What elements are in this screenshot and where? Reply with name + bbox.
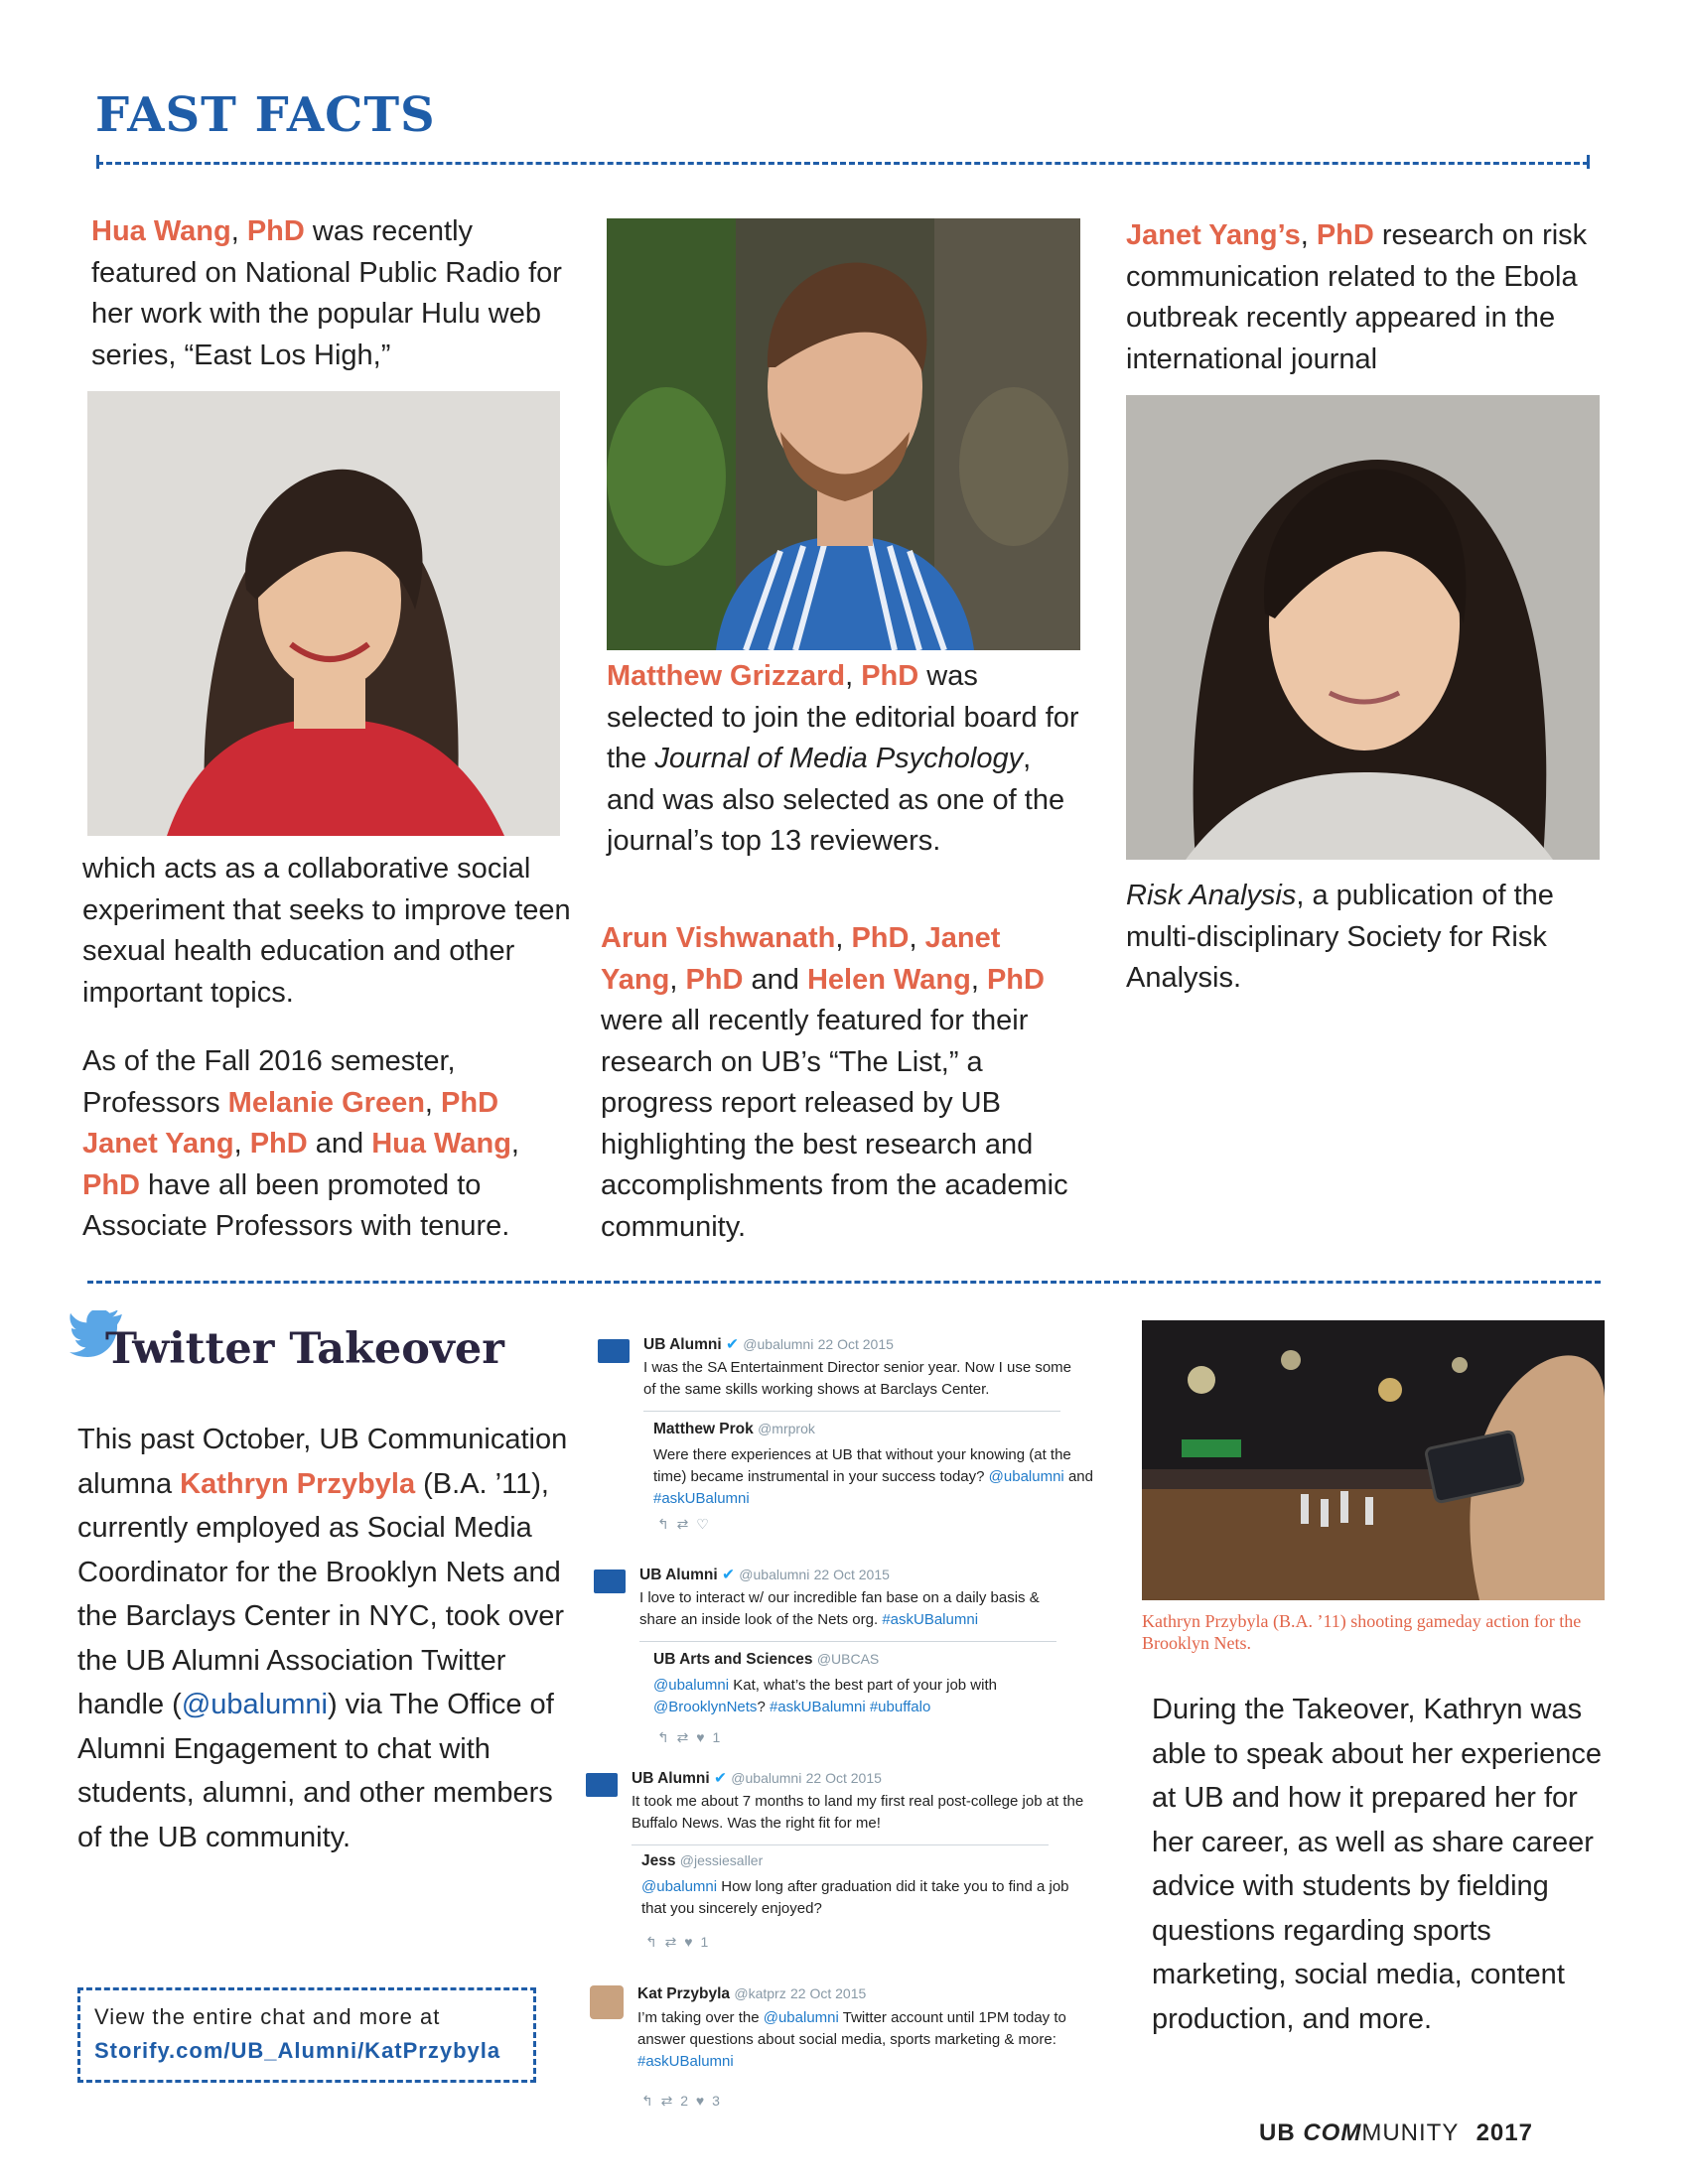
name-arun-vishwanath: Arun Vishwanath [601,922,836,954]
ub-alumni-avatar-icon [598,1339,630,1363]
footer-brand: UB COMMUNITY 2017 [1259,2119,1533,2146]
kat-avatar [590,1985,624,2019]
the-list-paragraph: Arun Vishwanath, PhD, Janet Yang, PhD and Helen Wang, PhD were all recently featured for their research on UB’s “The List,” a progress report released by UB highlighting the best research and accomplishments from the academic community. [601,922,1068,1243]
risk-analysis-paragraph: Risk Analysis, a publication of the multi-disciplinary Society for Risk Analysis. [1126,880,1554,994]
photo-janet-yang [1126,395,1600,860]
tweet-divider [639,1641,1056,1642]
tweet-text: I love to interact w/ our incredible fan base on a daily basis & share an inside look of the Nets org. #askUBalumni [639,1589,1040,1628]
header-divider-cap-right [1587,155,1590,169]
journal-risk-analysis: Risk Analysis [1126,880,1297,911]
tweet-divider [643,1411,1060,1412]
degree-phd: PhD [246,215,305,247]
reply-text: @ubalumni How long after graduation did it take you to find a job that you sincerely enjoyed? [641,1878,1069,1917]
tweet-text: I was the SA Entertainment Director senior year. Now I use some of the same skills working shows at Barclays Center. [643,1359,1072,1398]
ub-alumni-avatar-icon [586,1773,618,1797]
tweet-actions[interactable]: ↰ ⇄ 2 ♥ 3 [641,2093,722,2109]
photo-matthew-grizzard [607,218,1080,650]
tweet-actions[interactable]: ↰ ⇄ ♥ 1 [645,1934,711,1950]
promotions-paragraph: As of the Fall 2016 semester, Professors Melanie Green, PhD Janet Yang, PhD and Hua Wang, PhD have all been promoted to Associate Professors with tenure. [82,1045,519,1242]
section-divider [87,1281,1601,1284]
name-kathryn-przybyla: Kathryn Przybyla [180,1467,416,1500]
verified-icon: ✔ [725,1336,739,1353]
matthew-grizzard-paragraph: Matthew Grizzard, PhD was selected to join the editorial board for the Journal of Media Psychology, and was also selected as one of the journal’s top 13 reviewers. [607,660,1079,857]
tweet-text: It took me about 7 months to land my first real post-college job at the Buffalo News. Was the right fit for me! [632,1793,1084,1832]
tweet-divider [632,1844,1049,1845]
handle-ubalumni[interactable]: @ubalumni [181,1689,328,1720]
name-janet-yang-3: Janet Yang’s [1126,219,1301,251]
verified-icon: ✔ [713,1770,727,1787]
tweet-text: I’m taking over the @ubalumni Twitter account until 1PM today to answer questions about social media, sports marketing & more: #askUBalumni [637,2009,1066,2070]
tweet-actions[interactable]: ↰ ⇄ ♥ 1 [657,1729,723,1745]
hua-wang-series-paragraph: which acts as a collaborative social experiment that seeks to improve teen sexual health education and other important topics. [82,853,571,1009]
page-title: FAST FACTS [95,87,436,143]
name-helen-wang: Helen Wang [806,963,971,996]
storify-link[interactable]: Storify.com/UB_Alumni/KatPrzybyla [94,2038,501,2063]
takeover-summary-paragraph: During the Takeover, Kathryn was able to speak about her experience at UB and how it prepared her for her career, as well as share career advice with students by fielding questions regarding sports marketing, social media, content production, and more. [1152,1694,1603,2035]
storify-intro: View the entire chat and more at [94,2004,441,2029]
tweet-actions[interactable]: ↰ ⇄ ♡ [657,1516,711,1532]
twitter-takeover-title: Twitter Takeover [105,1324,504,1374]
name-matthew-grizzard: Matthew Grizzard [607,660,846,692]
reply-text: Were there experiences at UB that without your knowing (at the time) became instrumental in your success today? @ubalumni and #askUBalumni [653,1446,1093,1507]
name-melanie-green: Melanie Green [227,1086,425,1119]
header-divider [97,162,1589,165]
ub-alumni-avatar-icon [594,1570,626,1593]
name-janet-yang: Janet Yang [82,1128,234,1160]
photo-barclays-arena [1142,1320,1605,1600]
verified-icon: ✔ [721,1567,735,1583]
name-hua-wang: Hua Wang [91,215,231,247]
photo-caption: Kathryn Przybyla (B.A. ’11) shooting gameday action for the Brooklyn Nets. [1142,1611,1582,1653]
janet-yang-ebola-paragraph: Janet Yang’s, PhD research on risk communication related to the Ebola outbreak recently appeared in the international journal [1126,219,1588,375]
name-hua-wang-2: Hua Wang [371,1128,511,1160]
photo-hua-wang [87,391,560,836]
reply-text: @ubalumni Kat, what’s the best part of your job with @BrooklynNets? #askUBalumni #ubuffalo [653,1677,997,1715]
tweet-author: UB Alumni [643,1336,722,1353]
hua-wang-npr-paragraph: Hua Wang, PhD was recently featured on National Public Radio for her work with the popular Hulu web series, “East Los High,” [91,215,562,371]
journal-title: Journal of Media Psychology [654,743,1024,774]
footer-year: 2017 [1476,2119,1533,2146]
storify-box [77,1987,536,2083]
twitter-takeover-paragraph: This past October, UB Communication alumna Kathryn Przybyla (B.A. ’11), currently employed as Social Media Coordinator for the Brooklyn Nets and the Barclays Center in NYC, took over the UB Alumni Association Twitter handle (@ubalumni) via The Office of Alumni Engagement to chat with students, alumni, and other members of the UB community. [77,1424,568,1853]
tweet-thread-screenshot: UB Alumni ✔ @ubalumni 22 Oct 2015 I was the SA Entertainment Director senior year. Now I use some of the same skills working shows at Barclays Center. Matthew Prok @mrprok Were there experiences at UB that without your knowing (at the time) became instrumental in your success today? @ubalumni and #askUBalumni ↰ ⇄ ♡ UB Alumni ✔ @ubalumni 22 Oct 2015 I love to interact w/ our incredible fan base on a daily basis & share an inside look of the Nets org. #askUBalumni UB Arts and Sciences @UBCAS @ubalumni Kat, what’s the best part of your job with @BrooklynNets? #askUBalumni #ubuffalo ↰ ⇄ ♥ 1 UB Alumni ✔ @ubalumni 22 Oct 2015 It took me about 7 months to land my first real post-college job at the Buffalo News. Was the right fit for me! Jess @jessiesaller @ubalumni How long after graduation did it take you to find a job that you sincerely enjoyed? ↰ ⇄ ♥ 1 Kat Przybyla @katprz 22 Oct 2015 I’m taking over the @ubalumni Twitter account until 1PM today to answer questions about social media, sports marketing & more: #askUBalumni ↰ ⇄ 2 ♥ 3 [586,1335,1102,2119]
name-janet-yang-2: Janet Yang [601,922,1001,996]
header-divider-cap-left [96,155,99,169]
